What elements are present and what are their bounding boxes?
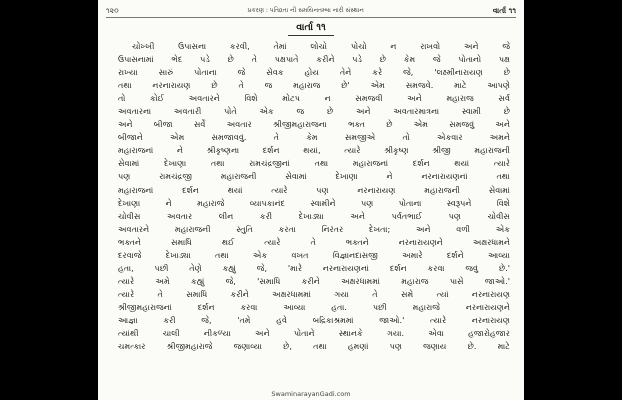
title-underline: [288, 35, 334, 36]
text-line: પણ રામચંદ્રજી મહારાજની સેવામાં દેખાણા ને નરનારાયણનાં તથા: [118, 171, 510, 182]
text-line: ત્યારે અમે કહ્યું જે, 'સમાધિ કરીને અક્ષરધામમાં મહારાજ પાસે જાઓ.': [118, 275, 510, 286]
text-line: આજ્ઞા કરી જે, 'તમે હવે બદ્રિકાશ્રમમાં જાઓ.' ત્યારે નરનારાયણ: [118, 314, 510, 325]
text-line: સેવામાં દેખાણા તથા રામચંદ્રજીનાં તથા મહારાજનાં દર્શન થયાં ત્યારે: [118, 158, 510, 169]
text-line: ચોવીસ અવતાર લીન કરી દેખાડ્યા અને પર્વતભાઈ પણ ચોવીસ: [118, 210, 510, 221]
text-line: મહારાજનાં દર્શન થયાં ત્યારે પણ નરનારાયણ મહારાજની સેવામાં: [118, 184, 510, 195]
text-line: શ્રીજીમહારાજનાં દર્શન કરવા આવ્યા હતા. પછી મહારાજે નરનારાયણને: [118, 301, 510, 312]
text-line: તો કોઈ અવતારને વિશે મોટપ ન સમજવી અને મહારાજ સર્વ: [118, 93, 510, 104]
text-line: દરવાજે દેખાડ્યા તથા એક વખત વિજ્ઞાનદાસજી અમારે દર્શને આવ્યા: [118, 249, 510, 260]
text-line: અવતારના અવતારી પોતે એક જ છે અને અવતારમાત્રના સ્વામી છે: [118, 106, 510, 117]
text-line: અવતારને મહારાજની સ્તુતિ કરતા નિરંતર દેખતા; અને વળી એક: [118, 223, 510, 234]
book-title: પ્રકરણ : પતિવ્રતા ની સમયિનતમ્બા નારી સંસ્થાન: [247, 6, 364, 14]
text-line: તથા નરનારાયણ છે તે જ મહારાજ છે' એમ સમજવે. માટે આપણે: [118, 80, 510, 91]
section-title: વાર્તા ૧૧: [296, 22, 326, 33]
text-line: ત્યારે તે સમાધિ કરીને અક્ષરધામમાં ગયા તે સમે ત્યાં નરનારાયણ: [118, 288, 510, 299]
text-line: અને બીજા સર્વે અવતાર શ્રીજીમહારાજના ભક્ત છે એમ સમજવું અને: [118, 119, 510, 130]
footer-site: SwaminarayanGadi.com: [271, 390, 351, 398]
book-page: [98, 0, 524, 400]
body-text: [118, 40, 510, 353]
text-line: ત્યાંથી ચાલી નીકળ્યા અને પોતાને સ્થાનકે ગયા. એવા હજારોહજાર: [118, 328, 510, 339]
running-header: [106, 4, 516, 18]
text-line: ચોખ્ખી ઉપાસના કરવી, તેમાં લોચો પોચો ન રાખવો અને જે: [132, 41, 510, 51]
text-line: હતા, પછી તેણે કહ્યું જે, 'મારે નરનારાયણનાં દર્શન કરવા જવું છે.': [118, 262, 510, 273]
text-line: ઉપાસનામાં ભેદ પડે છે તે પક્ષપાતે કરીને પડે છે કેમ જે પોતાનો પક્ષ: [118, 54, 510, 65]
text-line: ભક્તને સમાધિ થઈ ત્યારે તે ભક્તને નરનારાયણને અક્ષરધામને: [118, 236, 510, 247]
text-line: દેખાણા ને મહારાજે વ્યાપકાનંદ સ્વામીને પણ પોતાના સ્વરૂપને વિશે: [118, 197, 510, 208]
text-line: બીજાને એમ સમજાવવું. તે કેમ સમજીએ તો એકવાર અમને: [118, 132, 510, 143]
text-line: રાખ્યા સારું પોતાના જે સેવક હોય તેને કરે જે, 'લક્ષ્મીનારાયણ છે: [118, 67, 510, 78]
chapter-reference: વાર્તા ૧૧: [492, 5, 516, 15]
text-line: મહારાજનાં ને શ્રીકૃષ્ણના દર્શન થયાં, ત્યારે શ્રીકૃષ્ણ શ્રીજી મહારાજની: [118, 145, 510, 156]
page-number: ૧૨૦: [106, 5, 119, 15]
text-line: ચમત્કાર શ્રીજીમહારાજે જણાવ્યા છે, તથા હમણાં પણ જણાય છે. માટે: [118, 341, 510, 352]
